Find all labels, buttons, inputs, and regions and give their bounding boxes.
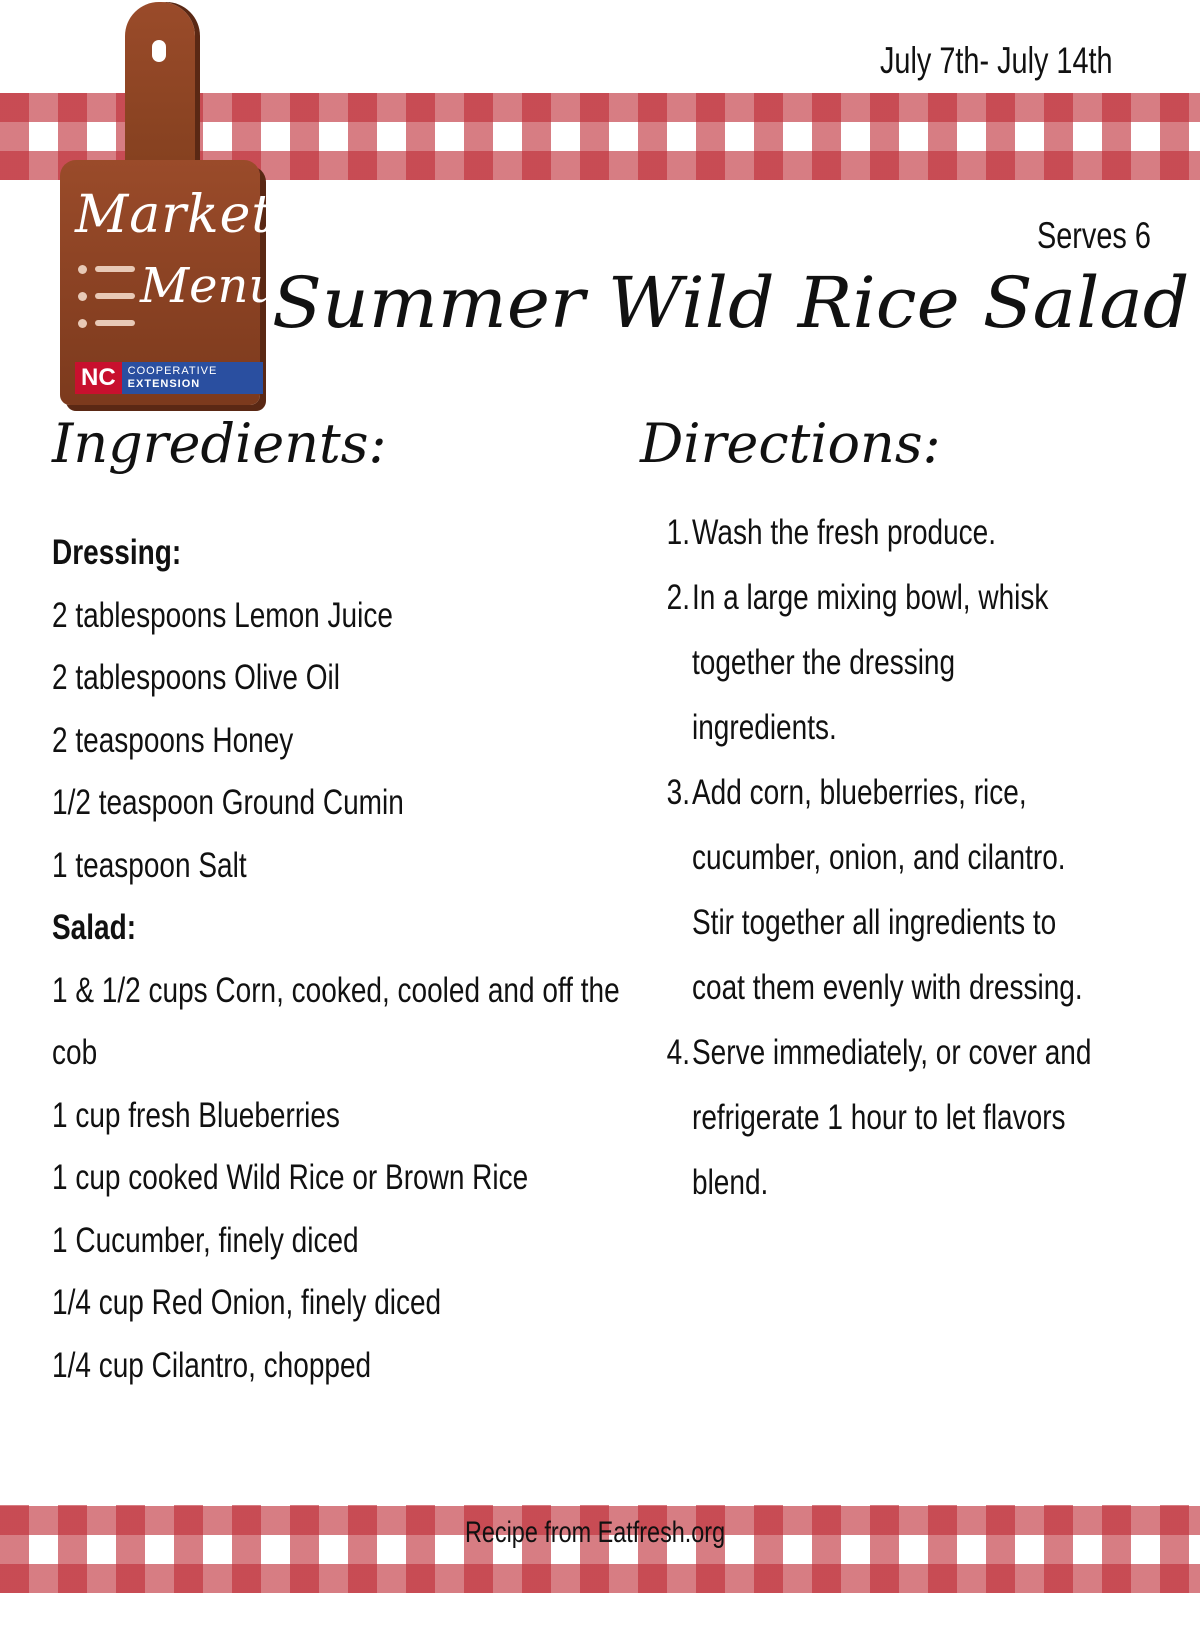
step-number: 3. [666, 773, 690, 812]
direction-step [660, 1020, 1180, 1215]
ingredient-item: 1 Cucumber, finely diced [52, 1220, 359, 1260]
step-number: 2. [666, 578, 690, 617]
ingredient-item: 1 cup fresh Blueberries [52, 1095, 340, 1135]
ingredient-item: 1 teaspoon Salt [52, 845, 247, 885]
ingredient-item: cob [52, 1033, 98, 1072]
step-text-line: blend. [692, 1163, 769, 1202]
step-text-line: coat them evenly with dressing. [692, 968, 1083, 1007]
logo-bullet-dot [78, 292, 87, 301]
recipe-title: Summer Wild Rice Salad [272, 262, 1190, 344]
logo-list-line [95, 320, 135, 326]
ingredient-item: 2 teaspoons Honey [52, 720, 294, 760]
step-text [692, 1020, 1124, 1215]
ingredient-group-label: Dressing: [52, 533, 182, 572]
logo-list-line [95, 266, 135, 272]
ingredient-item: 1/2 teaspoon Ground Cumin [52, 783, 404, 822]
ingredient-group-label: Salad: [52, 908, 137, 947]
logo-bullet-dot [78, 265, 87, 274]
step-text [692, 565, 1124, 760]
directions-heading: Directions: [640, 412, 941, 475]
nc-extension-label: EXTENSION [127, 378, 201, 390]
direction-step [660, 565, 1180, 760]
servings: Serves 6 [1037, 215, 1151, 256]
date-range: July 7th- July 14th [880, 40, 1113, 81]
step-number: 4. [666, 1033, 690, 1072]
ingredient-item: 2 tablespoons Olive Oil [52, 658, 340, 697]
ingredient-item: 1 & 1/2 cups Corn, cooked, cooled and off the [52, 970, 620, 1010]
market-menu-logo [40, 0, 280, 415]
ingredient-item: 2 tablespoons Lemon Juice [52, 595, 393, 635]
ingredients-heading: Ingredients: [52, 412, 387, 475]
logo-bullet-dot [78, 319, 87, 328]
direction-step [660, 500, 1180, 565]
ingredient-item: 1/4 cup Red Onion, finely diced [52, 1283, 442, 1322]
step-text-line: together the dressing [692, 643, 956, 682]
step-text [692, 500, 1124, 565]
cutting-board-handle [125, 2, 195, 177]
step-text-line: In a large mixing bowl, whisk [692, 578, 1049, 617]
step-number: 1. [666, 513, 690, 552]
ingredient-item: 1/4 cup Cilantro, chopped [52, 1345, 372, 1385]
nc-cooperative-extension-badge [75, 362, 263, 394]
logo-menu-text: Menu [140, 258, 280, 314]
step-text-line: ingredients. [692, 708, 837, 747]
direction-step [660, 760, 1180, 1020]
nc-cooperative-label: COOPERATIVE [127, 365, 218, 377]
logo-list-line [95, 293, 135, 299]
nc-mark: NC [75, 362, 122, 394]
ingredient-item: 1 cup cooked Wild Rice or Brown Rice [52, 1158, 529, 1197]
recipe-source: Recipe from Eatfresh.org [465, 1516, 726, 1549]
logo-market-text: Market [75, 185, 274, 245]
step-text-line: Wash the fresh produce. [692, 513, 997, 552]
cutting-board-hole [152, 40, 166, 62]
nc-extension-text [122, 362, 263, 394]
step-text-line: cucumber, onion, and cilantro. [692, 838, 1066, 877]
step-text-line: Stir together all ingredients to [692, 903, 1057, 942]
ingredients-list [52, 522, 620, 1397]
directions-list [660, 500, 1180, 1215]
step-text-line: refrigerate 1 hour to let flavors [692, 1098, 1066, 1137]
step-text [692, 760, 1124, 1020]
step-text-line: Serve immediately, or cover and [692, 1033, 1092, 1072]
step-text-line: Add corn, blueberries, rice, [692, 773, 1027, 812]
